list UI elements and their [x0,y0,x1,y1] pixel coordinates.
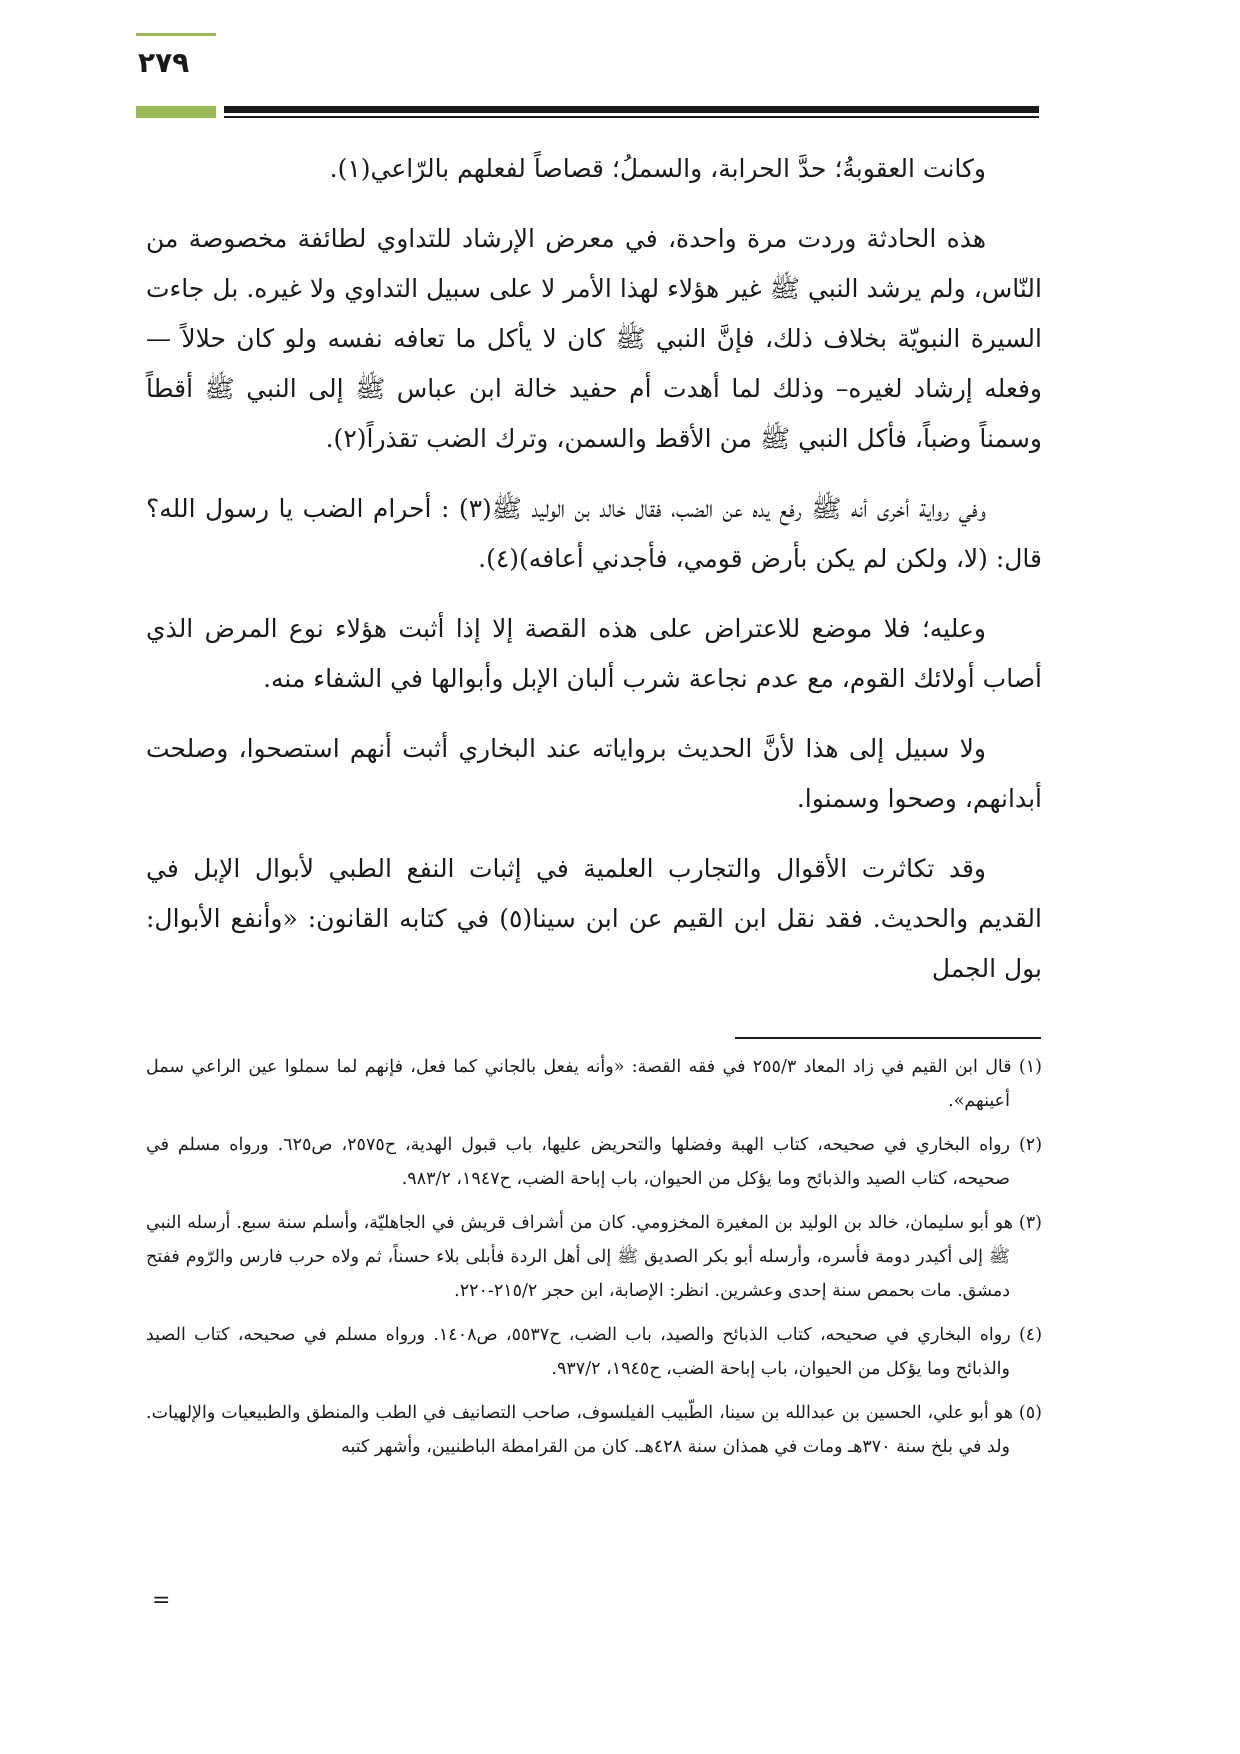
footnote-item: (٤) رواه البخاري في صحيحه، كتاب الذبائح والصيد، باب الضب، ح٥٥٣٧، ص١٤٠٨. ورواه مسلم في صحيحه، كتاب الصيد والذبائح وما يؤكل من الحيوان، باب إباحة الضب، ح١٩٤٥، ٩٣٧/٢. [146,1325,1043,1379]
header-rule-thin [224,116,1039,118]
footnote-separator [735,1037,1041,1039]
header-accent-line [136,33,216,36]
footnote-item: (٢) رواه البخاري في صحيحه، كتاب الهبة وفضلها والتحريض عليها، باب قبول الهدية، ح٢٥٧٥، ص٦٢٥. ورواه مسلم في صحيحه، كتاب الصيد والذبائح وما يؤكل من الحيوان، باب إباحة الضب، ح١٩٤٧، ٩٨٣/٢. [146,1135,1043,1189]
header-rule-thick [224,106,1039,113]
paragraph: وفي رواية أخرى أنه ﷺ رفع يده عن الضب، فقال خالد بن الوليد ﷺ(٣) : أحرام الضب يا رسول الله؟ قال: (لا، ولكن لم يكن بأرض قومي، فأجدني أعافه)(٤). [146,494,1042,573]
header-green-bar [136,106,216,118]
paragraph: وعليه؛ فلا موضع للاعتراض على هذه القصة إلا إذا أثبت هؤلاء نوع المرض الذي أصاب أولائك القوم، مع عدم نجاعة شرب ألبان الإبل وأبوالها في الشفاء منه. [146,614,1042,693]
paragraph: ولا سبيل إلى هذا لأنَّ الحديث برواياته عند البخاري أثبت أنهم استصحوا، وصلحت أبدانهم، وصحوا وسمنوا. [146,734,1042,813]
paragraph: وقد تكاثرت الأقوال والتجارب العلمية في إثبات النفع الطبي لأبوال الإبل في القديم والحديث. فقد نقل ابن القيم عن ابن سينا(٥) في كتابه القانون: «وأنفع الأبوال: بول الجمل [146,854,1042,983]
paragraph: هذه الحادثة وردت مرة واحدة، في معرض الإرشاد للتداوي لطائفة مخصوصة من النّاس، ولم يرشد النبي ﷺ غير هؤلاء لهذا الأمر لا على سبيل التداوي ولا غيره. بل جاءت السيرة النبويّة بخلاف ذلك، فإنَّ النبي ﷺ كان لا يأكل ما تعافه نفسه ولو كان حلالاً — وفعله إرشاد لغيره– وذلك لما أهدت أم حفيد خالة ابن عباس ﷺ إلى النبي ﷺ أقطاً وسمناً وضباً، فأكل النبي ﷺ من الأقط والسمن، وترك الضب تقذراً(٢). [146,224,1042,453]
main-text [146,144,1042,1014]
page-number: ٢٧٩ [138,46,190,79]
footnote-item: (١) قال ابن القيم في زاد المعاد ٢٥٥/٣ في فقه القصة: «وأنه يفعل بالجاني كما فعل، فإنهم لما سملوا عين الراعي سمل أعينهم». [146,1057,1042,1111]
footnotes [146,1050,1042,1474]
footnote-item: (٣) هو أبو سليمان، خالد بن الوليد بن المغيرة المخزومي. كان من أشراف قريش في الجاهليّة، وأسلم سنة سبع. أرسله النبي ﷺ إلى أكيدر دومة فأسره، وأرسله أبو بكر الصديق ﷺ إلى أهل الردة فأبلى بلاء حسناً، ثم ولاه حرب فارس والرّوم ففتح دمشق. مات بحمص سنة إحدى وعشرين. انظر: الإصابة، ابن حجر ٢١٥/٢-٢٢٠. [146,1213,1042,1301]
paragraph: وكانت العقوبةُ؛ حدَّ الحرابة، والسملُ؛ قصاصاً لفعلهم بالرّاعي(١). [329,154,986,183]
footnote-item: (٥) هو أبو علي، الحسين بن عبدالله بن سينا، الطّبيب الفيلسوف، صاحب التصانيف في الطب والمنطق والطبيعيات والإلهيات. ولد في بلخ سنة ٣٧٠هـ ومات في همذان سنة ٤٢٨هـ. كان من القرامطة الباطنيين، وأشهر كتبه [146,1403,1042,1457]
continuation-mark: = [152,1588,171,1613]
